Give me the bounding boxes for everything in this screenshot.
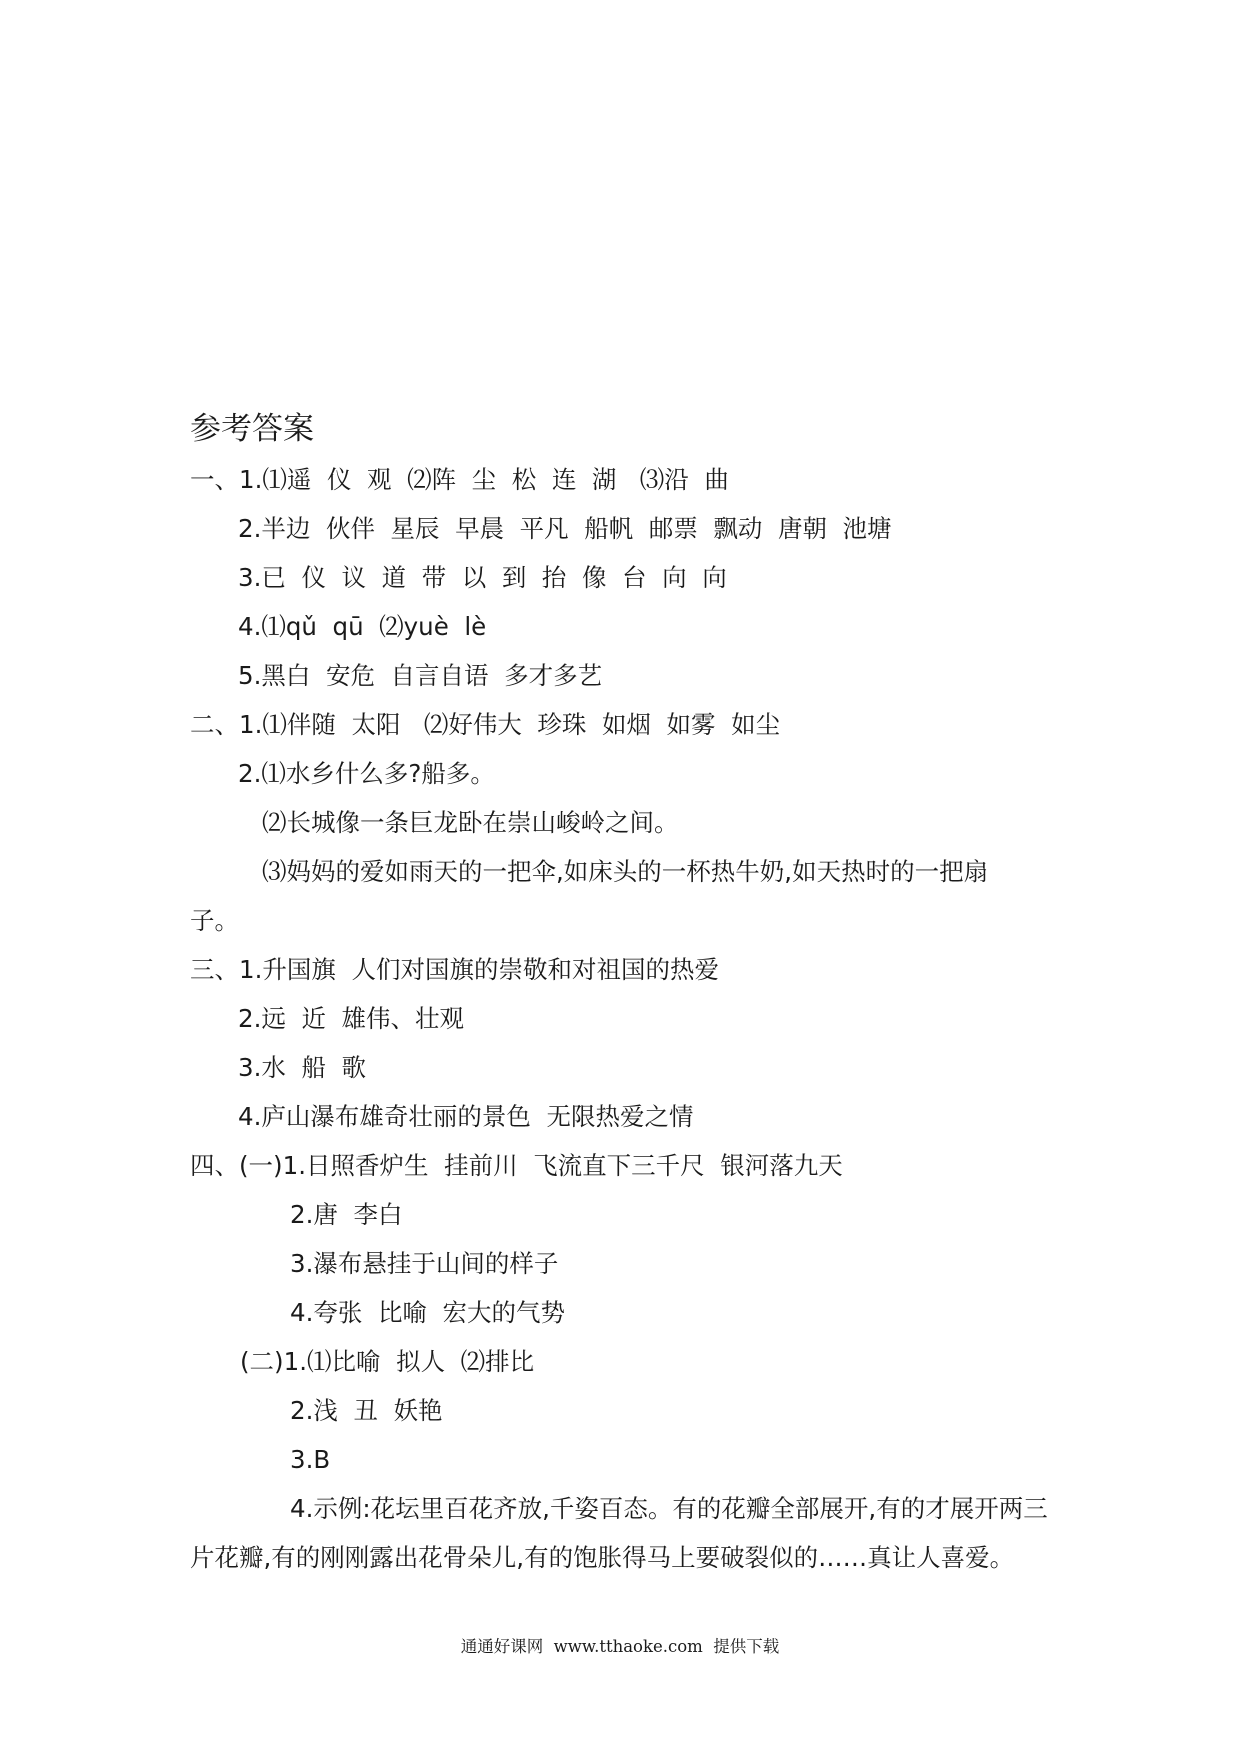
answer-line: 四、(一)1.日照香炉生 挂前川 飞流直下三千尺 银河落九天: [190, 1151, 843, 1180]
answer-line: ⑶妈妈的爱如雨天的一把伞,如床头的一杯热牛奶,如天热时的一把扇: [262, 857, 989, 886]
answer-line: 5.黑白 安危 自言自语 多才多艺: [238, 661, 603, 690]
answer-line: 2.半边 伙伴 星辰 早晨 平凡 船帆 邮票 飘动 唐朝 池塘: [238, 514, 892, 543]
answer-line: 3.B: [290, 1445, 331, 1474]
answer-line: 4.庐山瀑布雄奇壮丽的景色 无限热爱之情: [238, 1102, 694, 1131]
answer-line: 二、1.⑴伴随 太阳 ⑵好伟大 珍珠 如烟 如雾 如尘: [190, 710, 781, 739]
answer-line: 一、1.⑴遥 仪 观 ⑵阵 尘 松 连 湖 ⑶沿 曲: [190, 465, 729, 494]
answer-line: 2.唐 李白: [290, 1200, 403, 1229]
answer-line: 4.⑴qǔ qū ⑵yuè lè: [238, 612, 487, 641]
answer-line: 三、1.升国旗 人们对国旗的崇敬和对祖国的热爱: [190, 955, 719, 984]
answer-line: ⑵长城像一条巨龙卧在崇山峻岭之间。: [262, 808, 679, 837]
answer-line: 4.示例:花坛里百花齐放,千姿百态。有的花瓣全部展开,有的才展开两三: [290, 1494, 1048, 1523]
answer-line: 3.水 船 歌: [238, 1053, 367, 1082]
footer-credit: 通通好课网 www.tthaoke.com 提供下载: [460, 1637, 780, 1656]
page-title: 参考答案: [190, 411, 314, 447]
answer-line: 3.瀑布悬挂于山间的样子: [290, 1249, 559, 1278]
answer-line: 子。: [190, 906, 239, 935]
answer-line: 3.已 仪 议 道 带 以 到 抬 像 台 向 向: [238, 563, 727, 592]
answer-line: 2.浅 丑 妖艳: [290, 1396, 443, 1425]
answer-line: 4.夸张 比喻 宏大的气势: [290, 1298, 566, 1327]
answer-line: 2.⑴水乡什么多?船多。: [238, 759, 495, 788]
answer-line: 2.远 近 雄伟、壮观: [238, 1004, 465, 1033]
answer-line: (二)1.⑴比喻 拟人 ⑵排比: [240, 1347, 535, 1376]
answer-line: 片花瓣,有的刚刚露出花骨朵儿,有的饱胀得马上要破裂似的……真让人喜爱。: [190, 1543, 1015, 1572]
